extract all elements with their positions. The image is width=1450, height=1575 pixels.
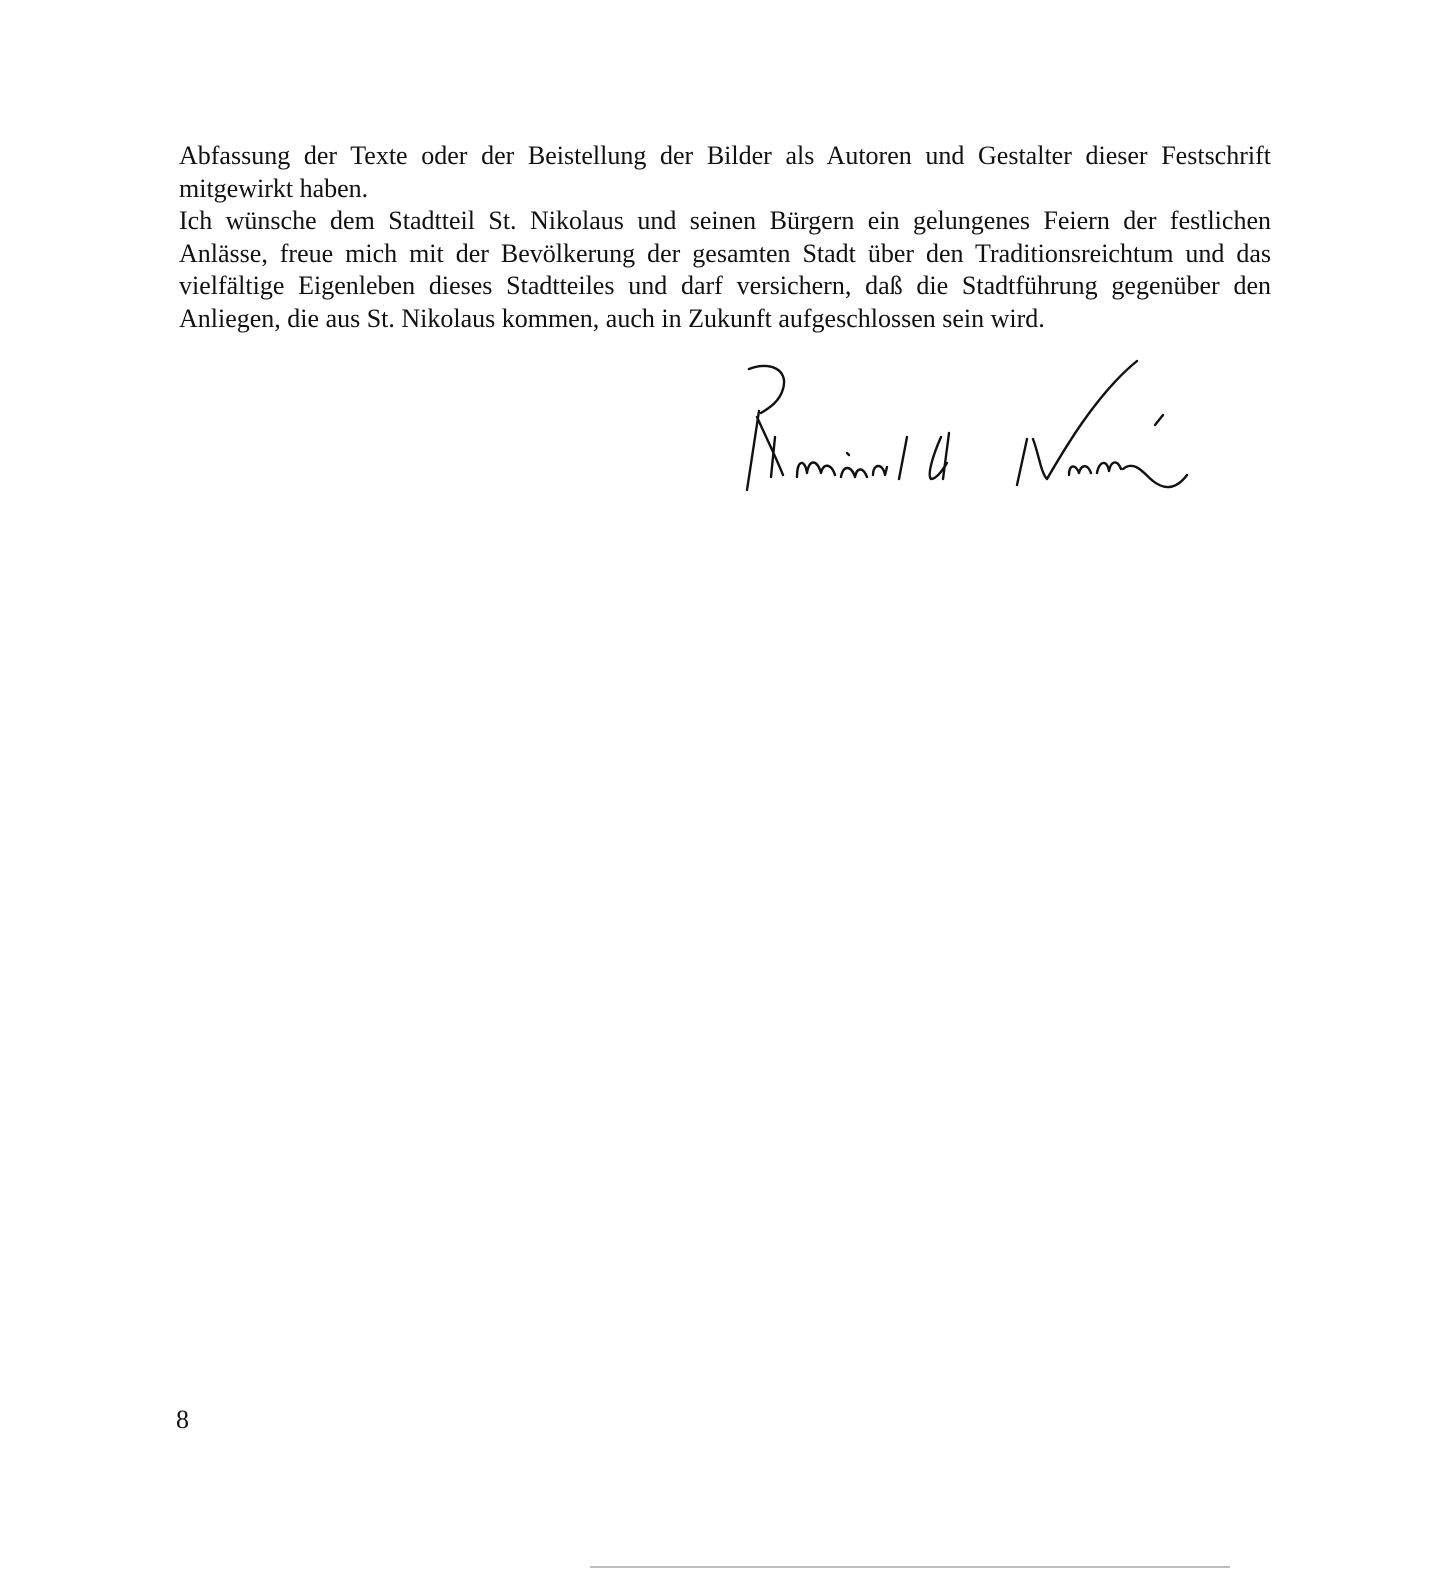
signature-stroke: [749, 366, 784, 413]
signature-stroke: [1069, 466, 1091, 475]
signature-stroke: [873, 466, 887, 475]
letter-body: [179, 140, 1271, 336]
paragraph-2: Ich wünsche dem Stadtteil St. Nikolaus und seinen Bürgern ein gelungenes Feiern der festlichen Anlässe, freue mich mit der Bevölkerung der gesamten Stadt über den Traditionsreichtum und das vielfältige Eigenleben dieses Stadtteiles und darf versichern, daß die Stadtführung gegenüber den Anliegen, die aus St. Nikolaus kommen, auch in Zukunft aufgeschlossen sein wird.: [179, 206, 1271, 333]
signature-stroke: [899, 437, 907, 479]
paragraph-1: Abfassung der Texte oder der Beistellung der Bilder als Autoren und Gestalter dieser Festschrift mitgewirkt haben.: [179, 141, 1271, 203]
signature-stroke: [1097, 462, 1121, 473]
signature-stroke: [747, 411, 759, 490]
signature-stroke: [1155, 415, 1163, 425]
signature-stroke: [943, 433, 949, 479]
signature-stroke: [757, 417, 783, 475]
handwritten-signature: [735, 355, 1205, 505]
page-number: 8: [176, 1405, 189, 1434]
signature-stroke: [847, 453, 849, 455]
signature-stroke: [1033, 361, 1137, 479]
signature-stroke: [797, 463, 835, 478]
signature-stroke: [1123, 466, 1187, 487]
signature-stroke: [1017, 439, 1027, 485]
bottom-edge-line: [590, 1566, 1230, 1568]
signature-stroke: [841, 468, 867, 477]
